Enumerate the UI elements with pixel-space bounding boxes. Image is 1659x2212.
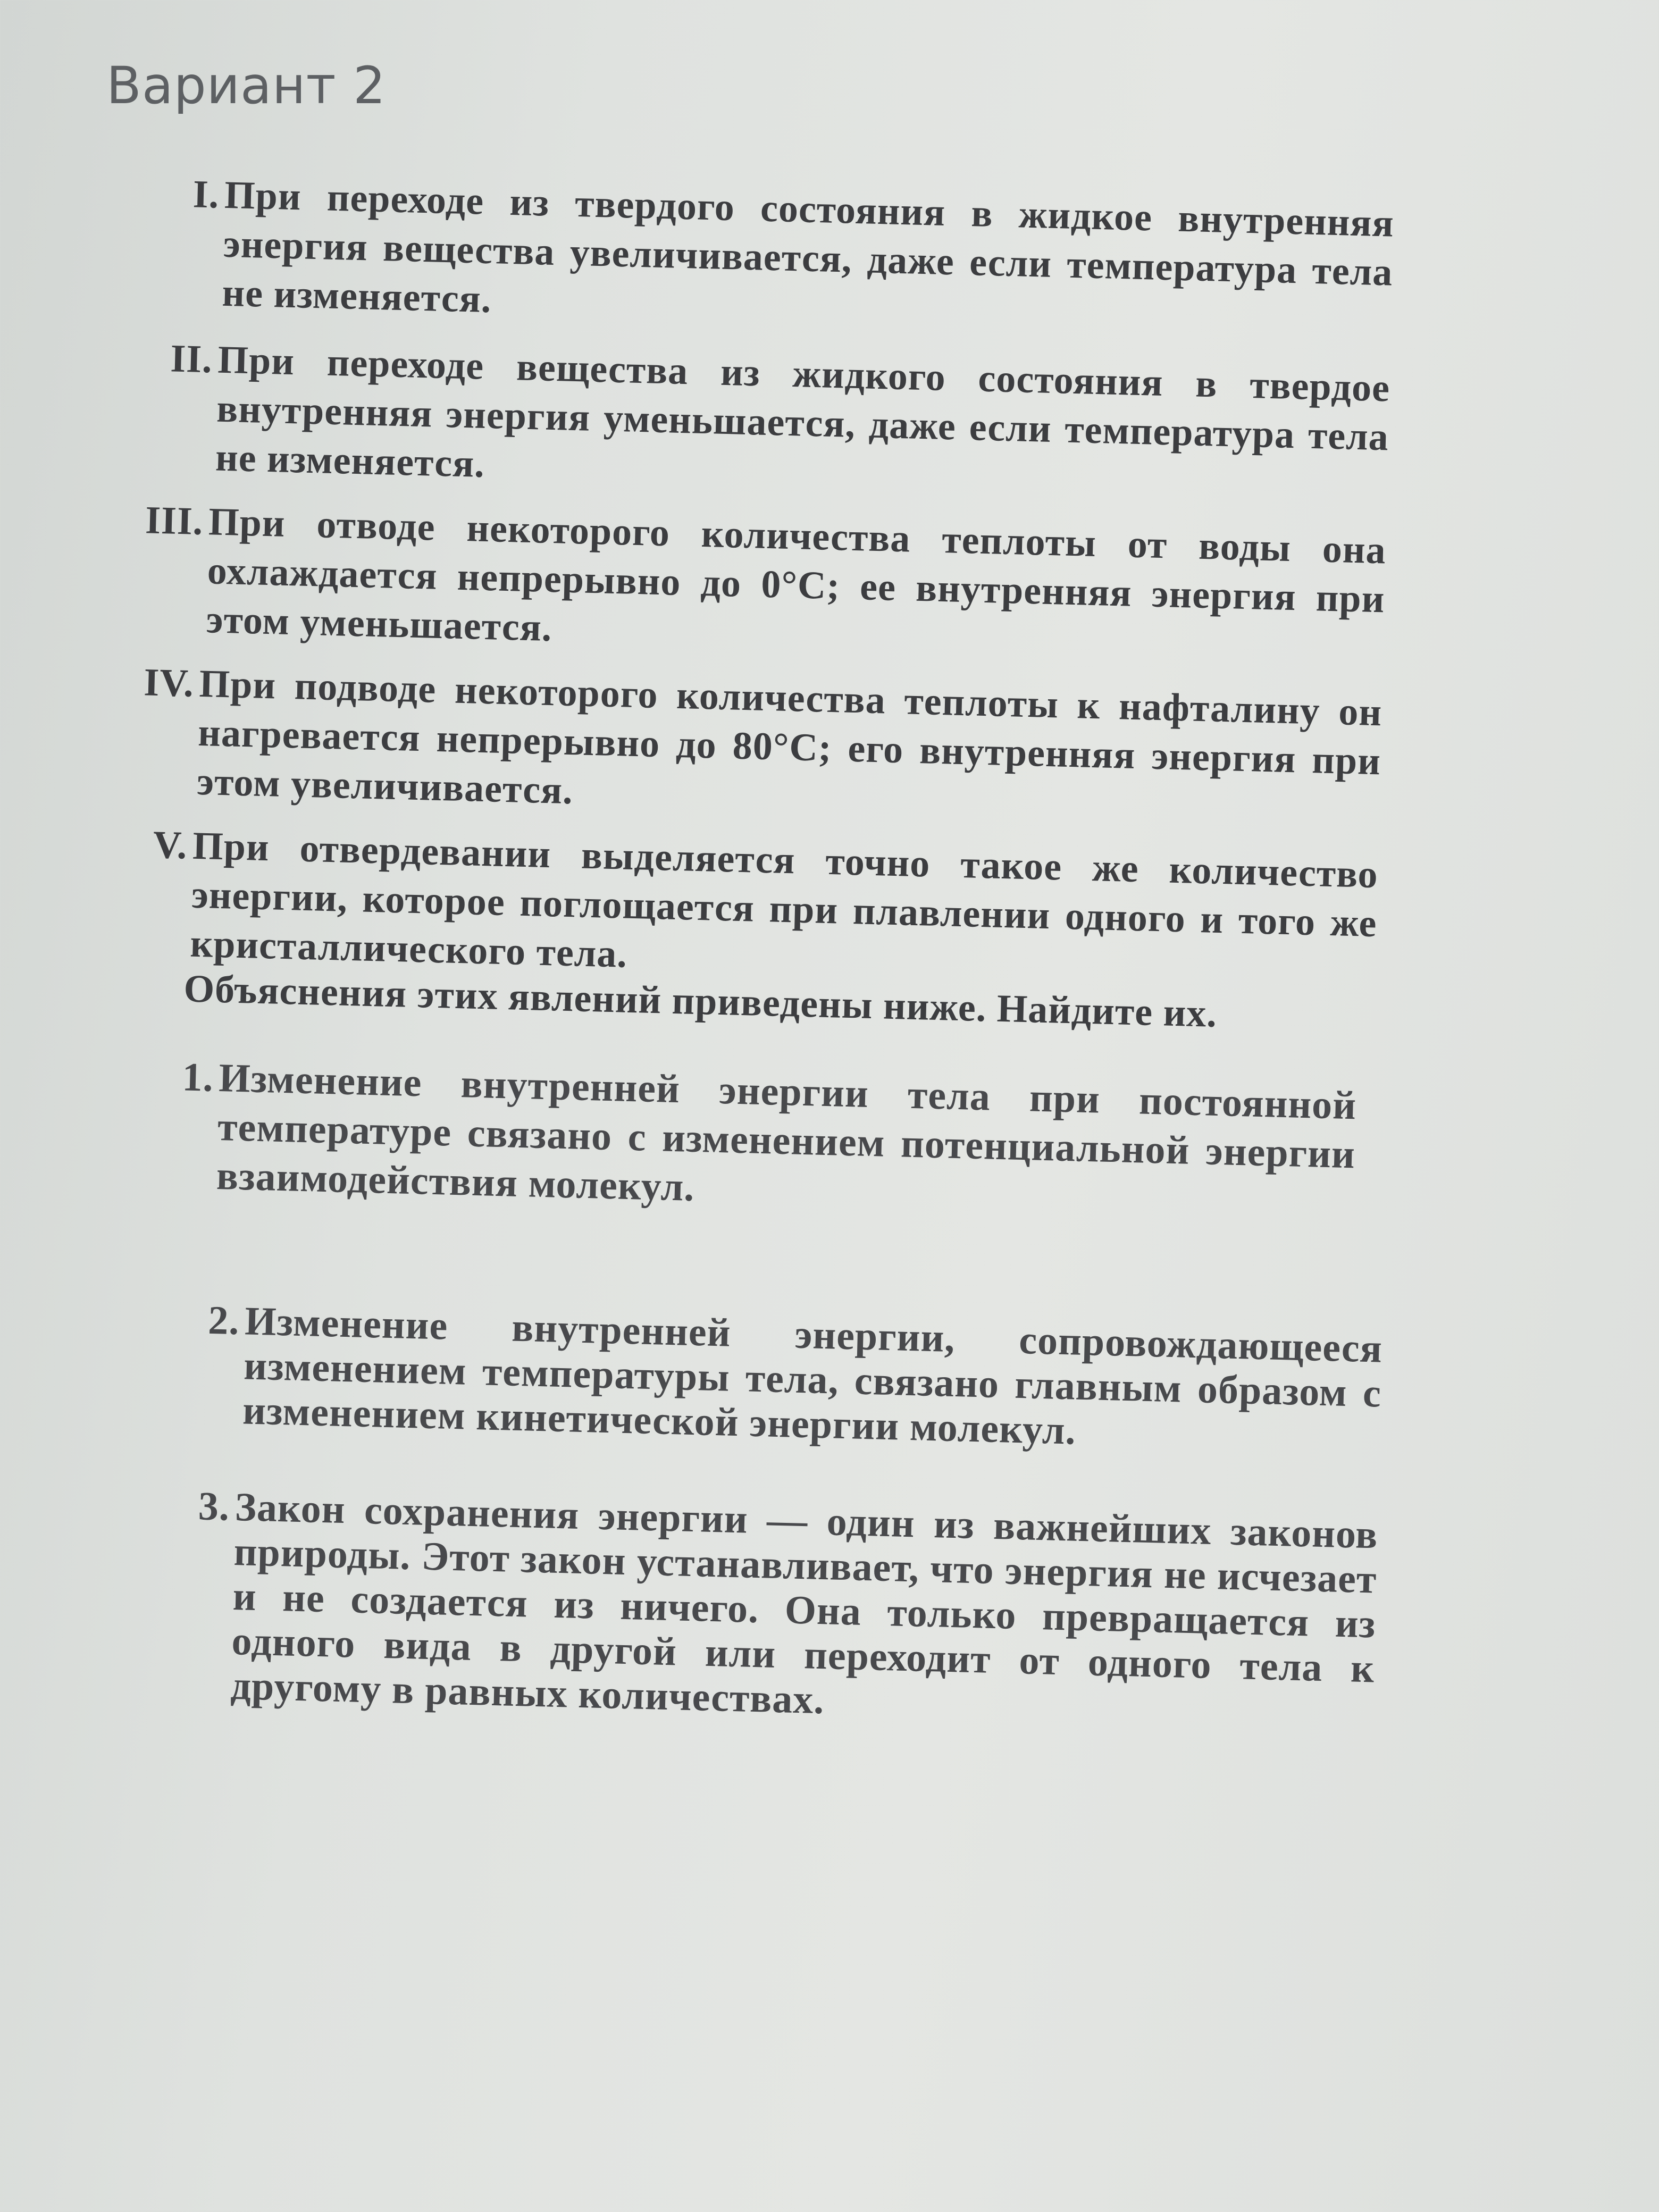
statement-2	[170, 336, 1390, 511]
explanation-1	[181, 1053, 1358, 1228]
explanation-number: 1.	[181, 1054, 214, 1100]
statement-text: При переходе вещества из жидкого состояния в твердое внутренняя энергия уменьшается, даже если температура тела не изменяется.	[215, 338, 1390, 486]
statement-text: При отвердевании выделяется точно такое же количество энергии, которое поглощается при плавлении одного и того же кристаллического тела.	[189, 824, 1379, 976]
explanation-2	[207, 1297, 1383, 1460]
explanation-number: 2.	[207, 1297, 240, 1344]
explanation-number: 3.	[197, 1484, 230, 1529]
statement-text: При отводе некоторого количества теплоты от воды она охлаждается непрерывно до 0°С; ее внутренняя энергия при этом уменьшается.	[205, 500, 1387, 650]
statement-3	[145, 497, 1387, 673]
statement-text: При подводе некоторого количества теплоты к нафталину он нагревается непрерывно до 80°С; его внутренняя энергия при этом увеличивается.	[196, 661, 1383, 813]
statement-number: II.	[170, 337, 213, 382]
statement-4	[143, 659, 1383, 835]
statement-1	[192, 171, 1395, 346]
statement-number: IV.	[143, 660, 195, 706]
explanation-text: Закон сохранения энергии — один из важнейших законов природы. Этот закон устанавливает, что энергия не исчезает и не создается из ничего. Она только превращается из одного вида в другой или переходит от одного тела к другому в равных количествах.	[230, 1485, 1379, 1723]
statement-text: При переходе из твердого состояния в жидкое внутренняя энергия вещества увеличивается, даже если температура тела не изменяется.	[221, 173, 1395, 322]
explanation-text: Изменение внутренней энергии тела при постоянной температуре связано с изменением потенциальной энергии взаимодействия молекул.	[216, 1055, 1358, 1210]
page-title: Вариант 2	[106, 56, 387, 115]
statement-5	[152, 822, 1379, 997]
statement-number: III.	[145, 498, 204, 544]
explanation-text: Изменение внутренней энергии, сопровождающееся изменением температуры тела, связано главным образом с изменением кинетической энергии молекул.	[242, 1298, 1383, 1453]
statement-number: I.	[192, 172, 220, 217]
statement-number: V.	[152, 823, 188, 868]
instruction: Объяснения этих явлений приведены ниже. Найдите их.	[183, 967, 1218, 1036]
explanation-3	[197, 1484, 1379, 1736]
